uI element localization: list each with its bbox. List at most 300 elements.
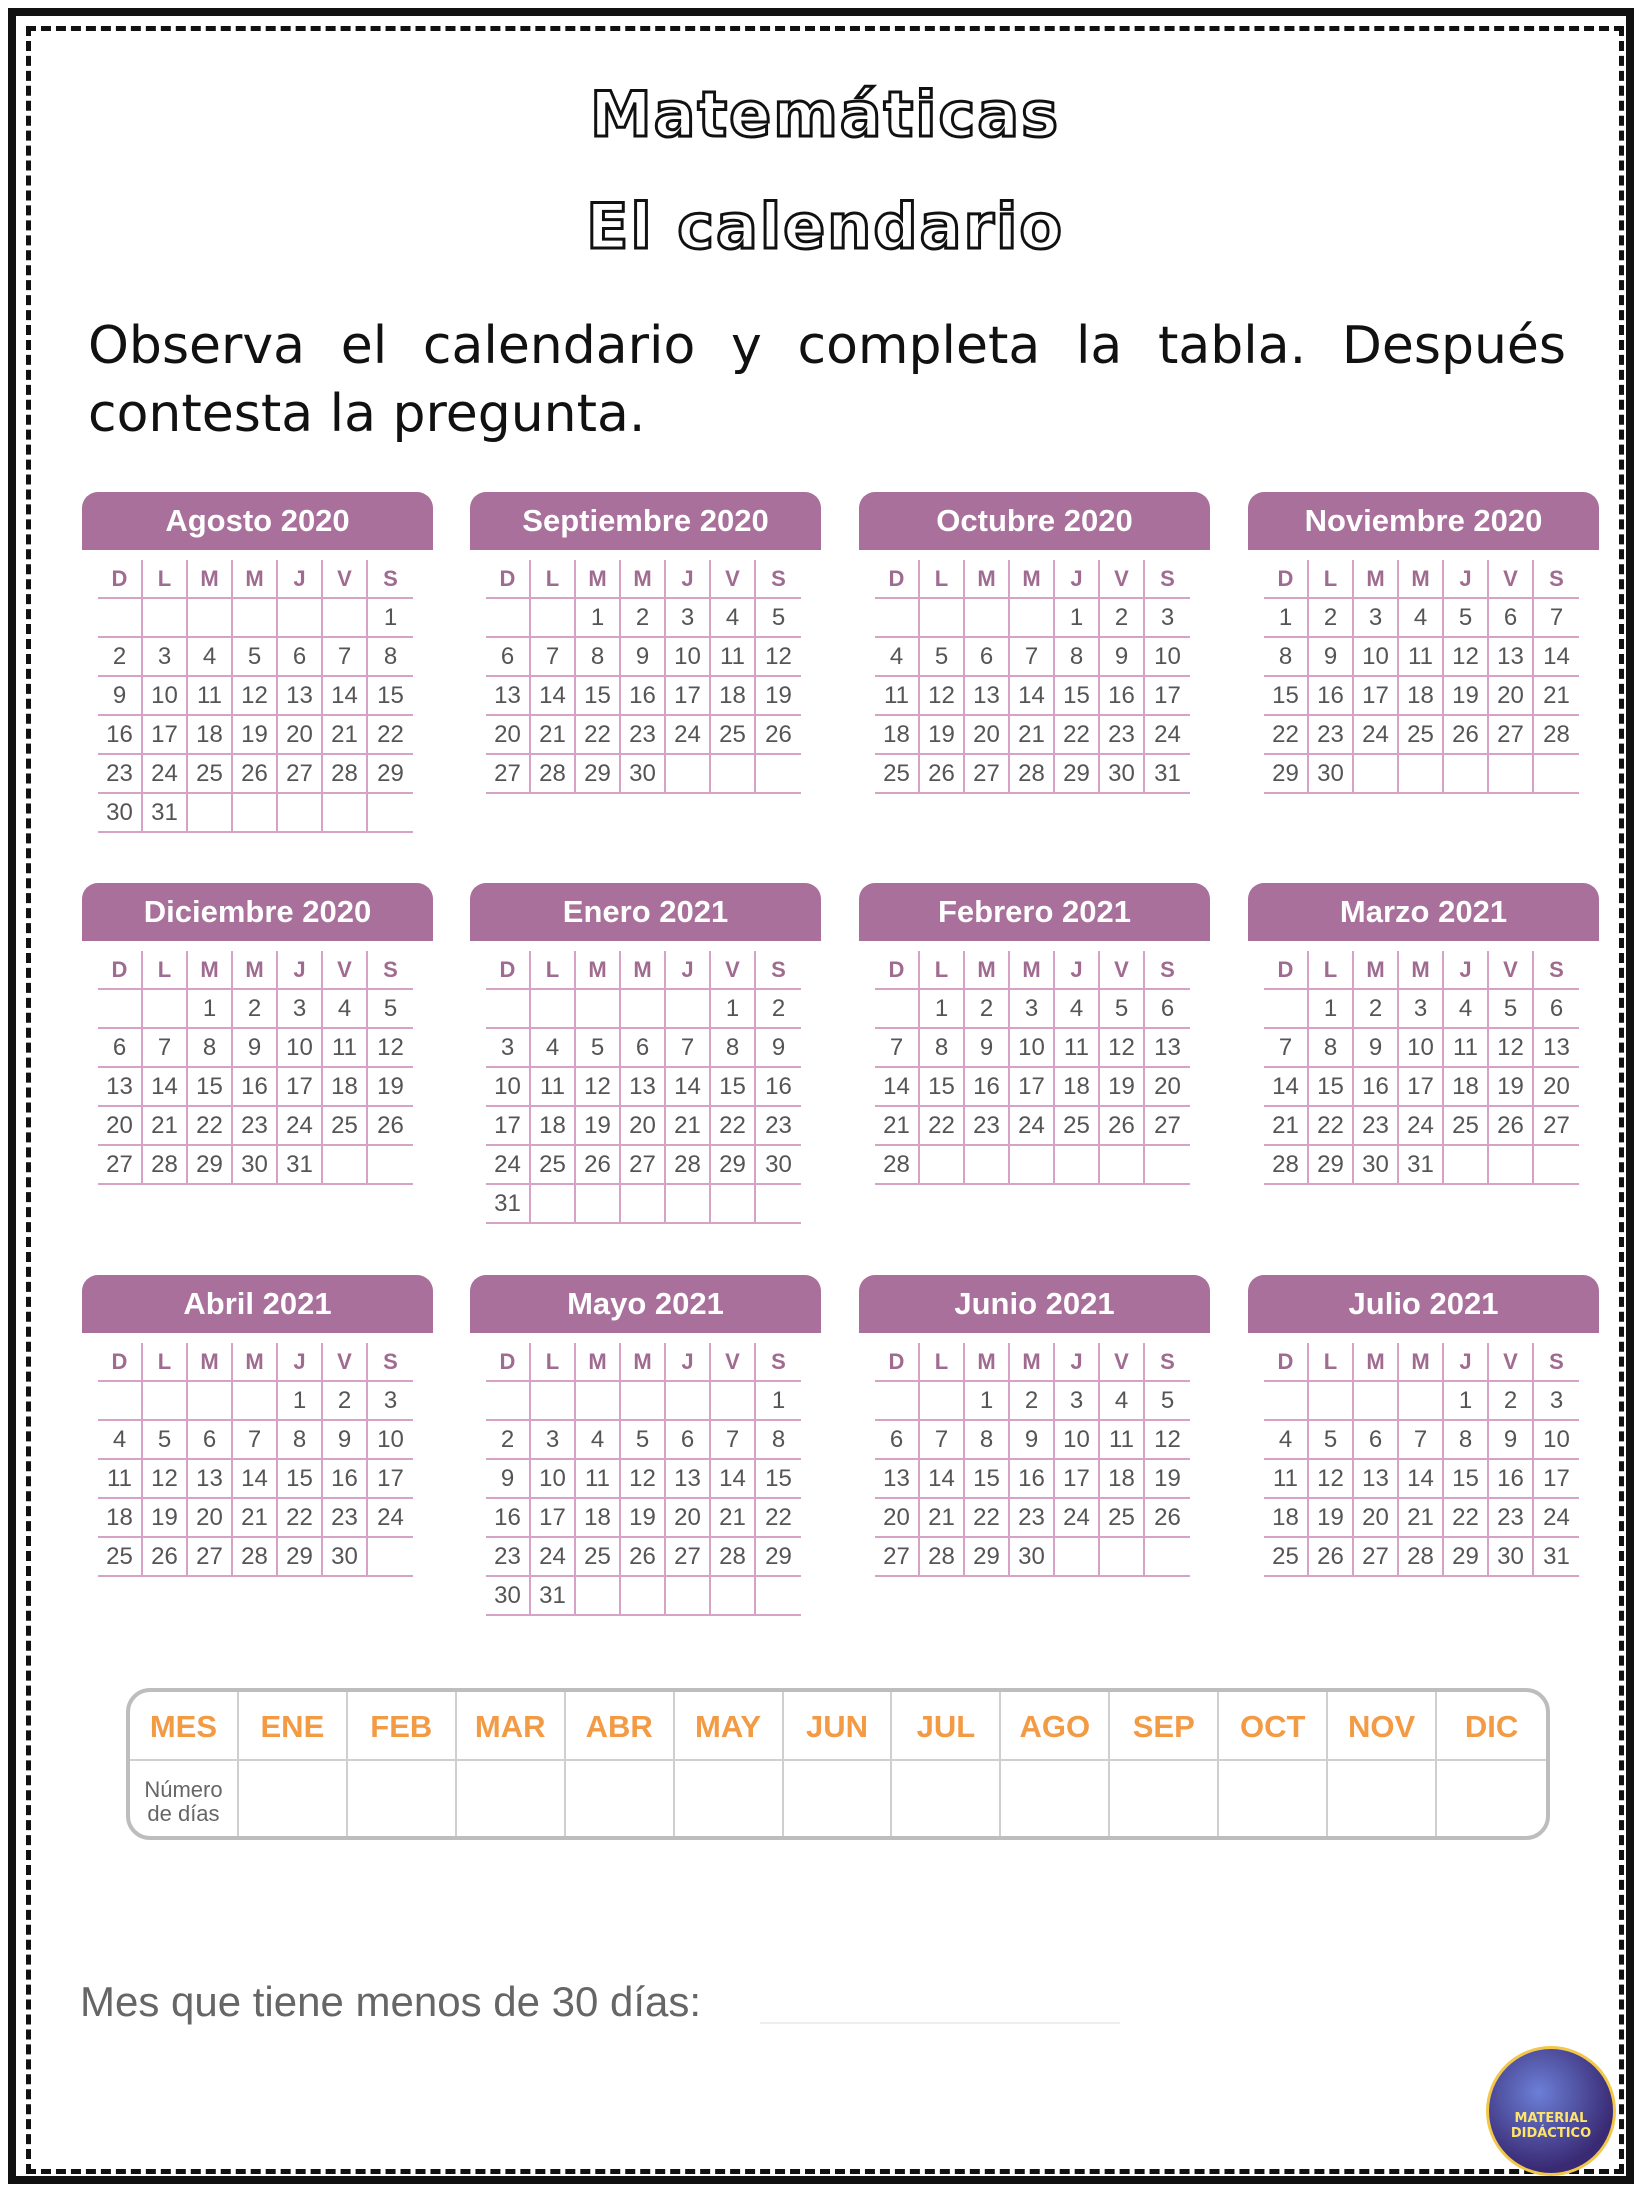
day-cell: 26 — [1489, 1107, 1534, 1146]
day-cell: 7 — [1399, 1421, 1444, 1460]
weekday-label: M — [965, 560, 1010, 599]
day-cell: 30 — [1309, 755, 1354, 794]
day-cell: 12 — [233, 677, 278, 716]
day-cell: 15 — [576, 677, 621, 716]
day-cell: 10 — [531, 1460, 576, 1499]
day-cell: 30 — [233, 1146, 278, 1185]
weekday-label: M — [576, 1343, 621, 1382]
weekday-label: M — [1354, 560, 1399, 599]
day-cell: 24 — [143, 755, 188, 794]
day-cell: 3 — [368, 1382, 413, 1421]
weekday-label: V — [1489, 560, 1534, 599]
day-cell: 13 — [1489, 638, 1534, 677]
day-cell: 20 — [486, 716, 531, 755]
weekday-label: D — [1264, 560, 1309, 599]
day-cell: 24 — [368, 1499, 413, 1538]
weekday-label: J — [1055, 1343, 1100, 1382]
weekday-label: M — [188, 560, 233, 599]
day-cell: 30 — [1010, 1538, 1055, 1577]
day-cell: 6 — [188, 1421, 233, 1460]
day-cell: 26 — [1309, 1538, 1354, 1577]
day-cell: 17 — [486, 1107, 531, 1146]
day-cell: 5 — [1489, 990, 1534, 1029]
day-cell: 7 — [920, 1421, 965, 1460]
weekday-label: S — [1534, 951, 1579, 990]
day-cell — [666, 1382, 711, 1421]
day-cell: 25 — [576, 1538, 621, 1577]
month-title: Julio 2021 — [1248, 1275, 1599, 1333]
day-cell — [278, 599, 323, 638]
day-cell: 13 — [1534, 1029, 1579, 1068]
day-cell: 26 — [1444, 716, 1489, 755]
weekday-label: M — [1399, 560, 1444, 599]
day-cell: 8 — [278, 1421, 323, 1460]
weekday-label: M — [233, 560, 278, 599]
weekday-label: V — [711, 951, 756, 990]
weekday-label: V — [711, 1343, 756, 1382]
day-cell: 25 — [1055, 1107, 1100, 1146]
weekday-label: D — [875, 560, 920, 599]
day-cell — [920, 1146, 965, 1185]
day-cell: 15 — [711, 1068, 756, 1107]
day-cell: 28 — [666, 1146, 711, 1185]
day-cell: 17 — [1399, 1068, 1444, 1107]
day-cell: 29 — [711, 1146, 756, 1185]
day-cell: 14 — [323, 677, 368, 716]
day-cell: 19 — [1145, 1460, 1190, 1499]
month-title: Junio 2021 — [859, 1275, 1210, 1333]
day-cell: 13 — [1145, 1029, 1190, 1068]
day-cell: 7 — [666, 1029, 711, 1068]
day-cell — [711, 1382, 756, 1421]
day-cell: 26 — [143, 1538, 188, 1577]
month-title: Septiembre 2020 — [470, 492, 821, 550]
day-cell: 18 — [1399, 677, 1444, 716]
day-cell: 1 — [368, 599, 413, 638]
weekday-label: D — [875, 1343, 920, 1382]
day-cell: 11 — [1100, 1421, 1145, 1460]
day-cell: 6 — [486, 638, 531, 677]
day-cell — [1055, 1538, 1100, 1577]
material-didactico-logo — [1486, 2046, 1616, 2176]
day-cell: 30 — [756, 1146, 801, 1185]
weekday-label: S — [1145, 560, 1190, 599]
day-cell — [486, 1382, 531, 1421]
weekday-label: L — [1309, 1343, 1354, 1382]
day-cell: 16 — [98, 716, 143, 755]
day-cell: 17 — [1055, 1460, 1100, 1499]
days-answer-cell[interactable] — [1219, 1761, 1328, 1840]
day-cell: 10 — [666, 638, 711, 677]
weekday-label: M — [233, 1343, 278, 1382]
days-answer-cell[interactable] — [566, 1761, 675, 1840]
day-cell — [233, 1382, 278, 1421]
day-cell: 13 — [875, 1460, 920, 1499]
day-cell: 23 — [1010, 1499, 1055, 1538]
day-cell: 29 — [1264, 755, 1309, 794]
weekday-label: D — [98, 1343, 143, 1382]
day-cell: 27 — [1354, 1538, 1399, 1577]
day-cell: 9 — [323, 1421, 368, 1460]
day-cell: 26 — [1145, 1499, 1190, 1538]
days-answer-cell[interactable] — [675, 1761, 784, 1840]
day-cell: 15 — [920, 1068, 965, 1107]
day-cell: 23 — [323, 1499, 368, 1538]
day-cell: 16 — [1010, 1460, 1055, 1499]
day-cell: 29 — [1444, 1538, 1489, 1577]
day-cell — [711, 1185, 756, 1224]
day-cell: 8 — [188, 1029, 233, 1068]
month-calendar — [80, 492, 435, 833]
day-cell: 26 — [368, 1107, 413, 1146]
weekday-label: J — [278, 560, 323, 599]
days-answer-cell[interactable] — [457, 1761, 566, 1840]
day-cell: 18 — [323, 1068, 368, 1107]
day-cell — [576, 1382, 621, 1421]
month-title: Noviembre 2020 — [1248, 492, 1599, 550]
day-cell — [1489, 1146, 1534, 1185]
month-column-header: DIC — [1437, 1692, 1546, 1761]
day-cell: 30 — [1489, 1538, 1534, 1577]
day-cell: 25 — [1399, 716, 1444, 755]
day-cell — [323, 794, 368, 833]
weekday-label: S — [368, 1343, 413, 1382]
day-cell: 1 — [965, 1382, 1010, 1421]
month-calendar — [857, 883, 1212, 1185]
day-cell — [1055, 1146, 1100, 1185]
table-header-row — [130, 1692, 1546, 1761]
weekday-label: M — [233, 951, 278, 990]
day-cell: 11 — [323, 1029, 368, 1068]
day-cell: 7 — [233, 1421, 278, 1460]
day-cell: 6 — [621, 1029, 666, 1068]
day-cell: 5 — [756, 599, 801, 638]
day-cell: 20 — [875, 1499, 920, 1538]
day-cell: 31 — [143, 794, 188, 833]
day-cell: 22 — [188, 1107, 233, 1146]
weekday-label: L — [920, 560, 965, 599]
weekday-label: D — [486, 951, 531, 990]
day-cell: 26 — [920, 755, 965, 794]
day-cell: 18 — [531, 1107, 576, 1146]
day-cell: 27 — [1534, 1107, 1579, 1146]
day-cell: 18 — [1100, 1460, 1145, 1499]
weekday-label: S — [1534, 560, 1579, 599]
day-cell: 14 — [1264, 1068, 1309, 1107]
day-cell: 29 — [1055, 755, 1100, 794]
question-text: Mes que tiene menos de 30 días: — [80, 1978, 702, 2025]
day-cell: 27 — [965, 755, 1010, 794]
weekday-label: D — [486, 560, 531, 599]
day-cell: 11 — [531, 1068, 576, 1107]
weekday-label: M — [576, 560, 621, 599]
day-cell: 29 — [756, 1538, 801, 1577]
day-cell: 16 — [621, 677, 666, 716]
weekday-label: J — [666, 951, 711, 990]
day-cell: 13 — [1354, 1460, 1399, 1499]
day-cell — [1489, 755, 1534, 794]
day-cell: 24 — [1534, 1499, 1579, 1538]
day-cell — [576, 1185, 621, 1224]
instructions: Observa el calendario y completa la tabla. Después contesta la pregunta. — [88, 316, 1566, 444]
day-cell: 1 — [1444, 1382, 1489, 1421]
day-cell: 24 — [1055, 1499, 1100, 1538]
day-cell: 25 — [1444, 1107, 1489, 1146]
day-cell: 17 — [143, 716, 188, 755]
month-calendar — [468, 1275, 823, 1616]
day-cell: 5 — [920, 638, 965, 677]
weekday-label: M — [1399, 951, 1444, 990]
day-cell: 8 — [1055, 638, 1100, 677]
month-calendar — [1246, 492, 1601, 794]
weekday-label: M — [1354, 1343, 1399, 1382]
weekday-label: D — [486, 1343, 531, 1382]
day-cell: 28 — [233, 1538, 278, 1577]
day-cell — [965, 1146, 1010, 1185]
day-cell: 20 — [278, 716, 323, 755]
day-cell: 8 — [1444, 1421, 1489, 1460]
day-cell — [666, 755, 711, 794]
day-cell: 23 — [1354, 1107, 1399, 1146]
day-cell: 13 — [188, 1460, 233, 1499]
day-cell — [621, 990, 666, 1029]
day-cell: 20 — [621, 1107, 666, 1146]
day-cell: 28 — [1399, 1538, 1444, 1577]
days-answer-cell[interactable] — [784, 1761, 893, 1840]
day-cell — [368, 794, 413, 833]
day-cell: 29 — [368, 755, 413, 794]
day-cell: 14 — [875, 1068, 920, 1107]
day-cell: 30 — [323, 1538, 368, 1577]
day-cell: 10 — [1399, 1029, 1444, 1068]
month-column-header: OCT — [1219, 1692, 1328, 1761]
day-cell: 26 — [756, 716, 801, 755]
day-cell — [1399, 755, 1444, 794]
day-cell — [233, 599, 278, 638]
weekday-label: J — [666, 560, 711, 599]
day-cell: 16 — [233, 1068, 278, 1107]
day-cell: 25 — [1264, 1538, 1309, 1577]
day-cell: 6 — [1354, 1421, 1399, 1460]
day-cell: 17 — [1145, 677, 1190, 716]
day-cell: 15 — [278, 1460, 323, 1499]
day-cell: 28 — [1010, 755, 1055, 794]
month-calendar — [468, 883, 823, 1224]
weekday-label: V — [711, 560, 756, 599]
day-cell: 5 — [1100, 990, 1145, 1029]
weekday-label: J — [1444, 951, 1489, 990]
day-cell — [188, 599, 233, 638]
day-cell: 2 — [1010, 1382, 1055, 1421]
day-cell: 17 — [531, 1499, 576, 1538]
day-cell: 23 — [756, 1107, 801, 1146]
day-cell: 9 — [233, 1029, 278, 1068]
day-cell: 16 — [1100, 677, 1145, 716]
days-answer-cell[interactable] — [1437, 1761, 1546, 1840]
day-cell: 1 — [278, 1382, 323, 1421]
day-cell: 13 — [486, 677, 531, 716]
weekday-label: L — [531, 951, 576, 990]
day-cell: 27 — [278, 755, 323, 794]
weekday-label: M — [576, 951, 621, 990]
day-cell: 9 — [1010, 1421, 1055, 1460]
table-header-label: MES — [130, 1692, 239, 1761]
weekday-label: S — [1145, 1343, 1190, 1382]
day-cell: 31 — [278, 1146, 323, 1185]
days-answer-cell[interactable] — [1110, 1761, 1219, 1840]
day-cell: 16 — [756, 1068, 801, 1107]
day-cell: 21 — [143, 1107, 188, 1146]
day-cell: 6 — [1489, 599, 1534, 638]
day-cell: 20 — [965, 716, 1010, 755]
day-cell: 25 — [1100, 1499, 1145, 1538]
month-column-header: MAR — [457, 1692, 566, 1761]
day-cell: 9 — [621, 638, 666, 677]
day-cell: 12 — [1444, 638, 1489, 677]
day-cell: 24 — [1399, 1107, 1444, 1146]
day-cell: 5 — [576, 1029, 621, 1068]
day-cell: 28 — [920, 1538, 965, 1577]
day-cell: 14 — [1010, 677, 1055, 716]
day-cell: 14 — [233, 1460, 278, 1499]
day-cell: 10 — [368, 1421, 413, 1460]
day-cell: 8 — [965, 1421, 1010, 1460]
day-cell — [666, 1185, 711, 1224]
month-calendar — [857, 492, 1212, 794]
day-cell: 20 — [1354, 1499, 1399, 1538]
day-cell: 11 — [98, 1460, 143, 1499]
weekday-label: J — [278, 951, 323, 990]
day-cell: 1 — [1055, 599, 1100, 638]
day-cell — [965, 599, 1010, 638]
day-cell — [1534, 755, 1579, 794]
days-answer-cell[interactable] — [892, 1761, 1001, 1840]
day-cell: 10 — [1354, 638, 1399, 677]
day-cell: 6 — [278, 638, 323, 677]
day-cell: 3 — [531, 1421, 576, 1460]
day-cell: 15 — [368, 677, 413, 716]
days-answer-cell[interactable] — [348, 1761, 457, 1840]
month-calendar — [1246, 883, 1601, 1185]
day-cell: 20 — [1534, 1068, 1579, 1107]
weekday-label: V — [1489, 1343, 1534, 1382]
day-cell: 11 — [711, 638, 756, 677]
day-cell — [233, 794, 278, 833]
weekday-label: L — [1309, 560, 1354, 599]
day-cell: 18 — [875, 716, 920, 755]
day-cell: 17 — [1354, 677, 1399, 716]
day-cell: 21 — [1010, 716, 1055, 755]
day-cell: 11 — [1055, 1029, 1100, 1068]
day-cell: 31 — [531, 1577, 576, 1616]
weekday-label: M — [1010, 560, 1055, 599]
day-cell: 5 — [233, 638, 278, 677]
day-cell: 23 — [233, 1107, 278, 1146]
day-cell: 4 — [188, 638, 233, 677]
weekday-label: L — [920, 1343, 965, 1382]
day-cell: 12 — [1100, 1029, 1145, 1068]
day-cell: 30 — [98, 794, 143, 833]
day-cell — [621, 1185, 666, 1224]
day-cell: 25 — [531, 1146, 576, 1185]
day-cell: 2 — [621, 599, 666, 638]
weekday-label: V — [1489, 951, 1534, 990]
day-cell: 9 — [1100, 638, 1145, 677]
day-cell: 7 — [531, 638, 576, 677]
weekday-label: J — [1444, 560, 1489, 599]
month-calendar — [857, 1275, 1212, 1577]
weekday-label: D — [1264, 1343, 1309, 1382]
day-cell — [98, 1382, 143, 1421]
weekday-label: L — [920, 951, 965, 990]
day-cell: 28 — [143, 1146, 188, 1185]
day-cell: 25 — [711, 716, 756, 755]
day-cell: 5 — [143, 1421, 188, 1460]
day-cell: 15 — [1309, 1068, 1354, 1107]
day-cell: 28 — [711, 1538, 756, 1577]
weekday-label: M — [188, 951, 233, 990]
days-answer-cell[interactable] — [239, 1761, 348, 1840]
weekday-label: S — [756, 560, 801, 599]
day-cell — [1010, 599, 1055, 638]
day-cell — [531, 1382, 576, 1421]
weekday-label: M — [1010, 1343, 1055, 1382]
logo-text-line2: DIDÁCTICO — [1510, 2126, 1592, 2141]
day-cell: 8 — [576, 638, 621, 677]
day-cell: 13 — [98, 1068, 143, 1107]
weekday-label: J — [1444, 1343, 1489, 1382]
day-cell: 27 — [875, 1538, 920, 1577]
day-cell: 15 — [1264, 677, 1309, 716]
day-cell — [1444, 1146, 1489, 1185]
day-cell — [666, 1577, 711, 1616]
day-cell: 14 — [1399, 1460, 1444, 1499]
weekday-label: D — [98, 560, 143, 599]
day-cell: 28 — [1534, 716, 1579, 755]
day-cell: 1 — [756, 1382, 801, 1421]
day-cell: 5 — [1444, 599, 1489, 638]
day-cell: 21 — [323, 716, 368, 755]
day-cell: 21 — [666, 1107, 711, 1146]
day-cell: 31 — [1145, 755, 1190, 794]
day-cell: 12 — [1309, 1460, 1354, 1499]
month-calendar — [80, 1275, 435, 1577]
day-cell: 4 — [1399, 599, 1444, 638]
day-cell: 14 — [531, 677, 576, 716]
day-cell: 12 — [143, 1460, 188, 1499]
day-cell: 29 — [1309, 1146, 1354, 1185]
days-answer-cell[interactable] — [1328, 1761, 1437, 1840]
day-cell — [98, 990, 143, 1029]
day-cell — [486, 990, 531, 1029]
day-cell: 6 — [666, 1421, 711, 1460]
day-cell: 10 — [143, 677, 188, 716]
answer-line[interactable] — [760, 2022, 1120, 2024]
day-cell: 9 — [98, 677, 143, 716]
day-cell: 14 — [143, 1068, 188, 1107]
days-answer-cell[interactable] — [1001, 1761, 1110, 1840]
day-cell: 22 — [965, 1499, 1010, 1538]
month-column-header: ABR — [566, 1692, 675, 1761]
day-cell: 25 — [323, 1107, 368, 1146]
day-cell: 21 — [1264, 1107, 1309, 1146]
day-cell — [1100, 1538, 1145, 1577]
weekday-label: L — [1309, 951, 1354, 990]
day-cell: 1 — [920, 990, 965, 1029]
day-cell: 22 — [1309, 1107, 1354, 1146]
day-cell: 19 — [920, 716, 965, 755]
day-cell: 19 — [756, 677, 801, 716]
